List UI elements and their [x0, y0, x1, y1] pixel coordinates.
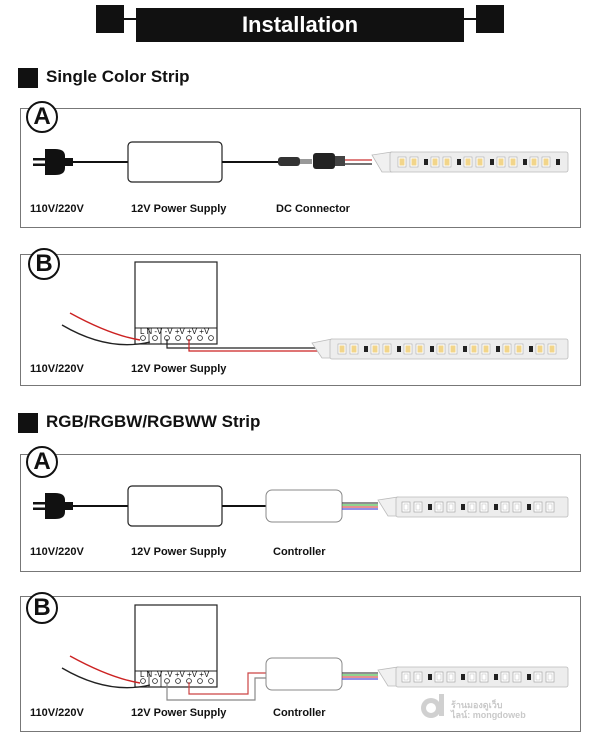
led-chip-icon: [371, 344, 379, 354]
resistor-icon: [428, 504, 432, 510]
led-chip-icon: [437, 344, 445, 354]
led-chip-icon: [447, 672, 455, 682]
led-chip-icon: [398, 157, 406, 167]
led-chip-icon: [402, 502, 410, 512]
led-chip-icon: [443, 157, 451, 167]
led-chip-icon: [402, 672, 410, 682]
led-chip-icon: [410, 157, 418, 167]
power-supply-label: 12V Power Supply: [131, 363, 227, 375]
mains-voltage-label: 110V/220V: [30, 203, 84, 215]
led-chip-icon: [503, 344, 511, 354]
led-chip-icon: [435, 502, 443, 512]
led-chip-icon: [482, 344, 490, 354]
led-chip-icon: [513, 672, 521, 682]
resistor-icon: [430, 346, 434, 352]
dc-connector-icon: [278, 153, 372, 169]
led-chip-icon: [497, 157, 505, 167]
resistor-icon: [494, 674, 498, 680]
mains-wire-live: [70, 656, 140, 683]
led-chip-icon: [414, 502, 422, 512]
led-chip-icon: [404, 344, 412, 354]
resistor-icon: [523, 159, 527, 165]
led-chip-icon: [435, 672, 443, 682]
resistor-icon: [490, 159, 494, 165]
dc-connector-label: DC Connector: [276, 203, 350, 215]
resistor-icon: [461, 504, 465, 510]
watermark-shop-name: ร้านมองดูเว็บ: [451, 700, 503, 710]
led-chip-icon: [414, 672, 422, 682]
led-chip-icon: [501, 502, 509, 512]
led-chip-icon: [501, 672, 509, 682]
rgb-wires: [342, 673, 378, 679]
resistor-icon: [527, 504, 531, 510]
led-chip-icon: [470, 344, 478, 354]
led-chip-icon: [536, 344, 544, 354]
resistor-icon: [529, 346, 533, 352]
led-chip-icon: [338, 344, 346, 354]
power-supply-label: 12V Power Supply: [131, 707, 227, 719]
led-chip-icon: [515, 344, 523, 354]
led-chip-icon: [468, 672, 476, 682]
mains-voltage-label: 110V/220V: [30, 363, 84, 375]
panel-badge: B: [26, 592, 58, 624]
power-supply-icon: [128, 486, 222, 526]
panel-badge: A: [26, 446, 58, 478]
led-chip-icon: [449, 344, 457, 354]
led-chip-icon: [447, 502, 455, 512]
power-supply-label: 12V Power Supply: [131, 203, 227, 215]
led-chip-icon: [534, 502, 542, 512]
rgb-controller-icon: [266, 658, 342, 690]
resistor-icon: [428, 674, 432, 680]
led-chip-icon: [431, 157, 439, 167]
led-chip-icon: [480, 672, 488, 682]
resistor-icon: [424, 159, 428, 165]
led-chip-icon: [509, 157, 517, 167]
led-chip-icon: [383, 344, 391, 354]
led-chip-icon: [476, 157, 484, 167]
terminal-labels: L N -V -V +V +V +V: [140, 670, 210, 679]
terminal-labels: L N -V -V +V +V +V: [140, 327, 210, 336]
led-chip-icon: [468, 502, 476, 512]
mains-voltage-label: 110V/220V: [30, 707, 84, 719]
resistor-icon: [463, 346, 467, 352]
led-chip-icon: [513, 502, 521, 512]
power-plug-icon: [33, 493, 73, 519]
resistor-icon: [364, 346, 368, 352]
watermark: [451, 700, 526, 720]
section-title-rgb: RGB/RGBW/RGBWW Strip: [46, 412, 261, 431]
section-title-single-color: Single Color Strip: [46, 67, 190, 86]
controller-label: Controller: [273, 707, 326, 719]
rgb-controller-icon: [266, 490, 342, 522]
rgb-wires: [342, 503, 378, 509]
power-supply-icon: [128, 142, 222, 182]
resistor-icon: [461, 674, 465, 680]
led-chip-icon: [464, 157, 472, 167]
resistor-icon: [527, 674, 531, 680]
resistor-icon: [496, 346, 500, 352]
led-chip-icon: [350, 344, 358, 354]
resistor-icon: [397, 346, 401, 352]
led-chip-icon: [480, 502, 488, 512]
page-title: Installation: [136, 8, 464, 42]
power-plug-icon: [33, 149, 73, 175]
led-chip-icon: [546, 502, 554, 512]
led-chip-icon: [548, 344, 556, 354]
controller-label: Controller: [273, 546, 326, 558]
led-chip-icon: [534, 672, 542, 682]
watermark-logo-icon: [421, 694, 444, 718]
mains-wire-live: [70, 313, 140, 340]
resistor-icon: [457, 159, 461, 165]
power-supply-label: 12V Power Supply: [131, 546, 227, 558]
led-chip-icon: [546, 672, 554, 682]
led-chip-icon: [530, 157, 538, 167]
led-chip-icon: [542, 157, 550, 167]
watermark-line-id: ไลน์: mongdoweb: [451, 710, 526, 720]
panel-badge: B: [28, 248, 60, 280]
resistor-icon: [556, 159, 560, 165]
panel-badge: A: [26, 101, 58, 133]
led-chip-icon: [416, 344, 424, 354]
resistor-icon: [494, 504, 498, 510]
mains-voltage-label: 110V/220V: [30, 546, 84, 558]
